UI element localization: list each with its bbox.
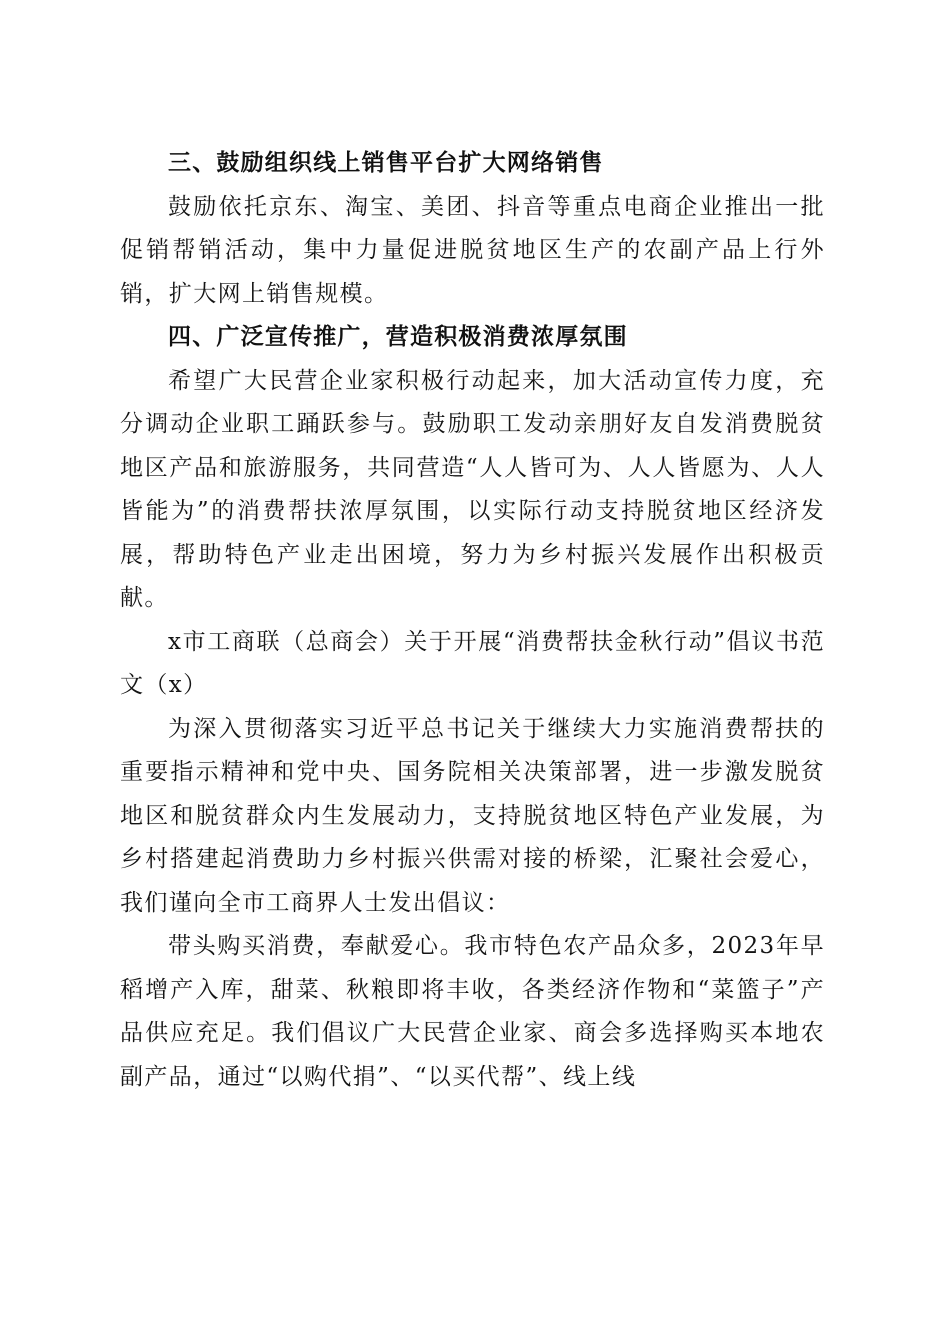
document-body <box>120 142 825 1099</box>
proposal-paragraph: 带头购买消费，奉献爱心。我市特色农产品众多，2023年早稻增产入库，甜菜、秋粮即将丰收，各类经济作物和“菜篮子”产品供应充足。我们倡议广大民营企业家、商会多选择购买本地农副产品，通过“以购代捐”、“以买代帮”、线上线 <box>120 933 825 1090</box>
section-paragraph-4: 希望广大民营企业家积极行动起来，加大活动宣传力度，充分调动企业职工踊跃参与。鼓励职工发动亲朋好友自发消费脱贫地区产品和旅游服务，共同营造“人人皆可为、人人皆愿为、人人皆能为”的消费帮扶浓厚氛围，以实际行动支持脱贫地区经济发展，帮助特色产业走出困境，努力为乡村振兴发展作出积极贡献。 <box>120 367 825 611</box>
document-title: x市工商联（总商会）关于开展“消费帮扶金秋行动”倡议书范文（x） <box>120 628 825 698</box>
section-heading-4: 四、广泛宣传推广，营造积极消费浓厚氛围 <box>168 324 628 350</box>
section-heading-3: 三、鼓励组织线上销售平台扩大网络销售 <box>168 150 604 176</box>
section-paragraph-3: 鼓励依托京东、淘宝、美团、抖音等重点电商企业推出一批促销帮销活动，集中力量促进脱贫地区生产的农副产品上行外销，扩大网上销售规模。 <box>120 193 825 307</box>
intro-paragraph: 为深入贯彻落实习近平总书记关于继续大力实施消费帮扶的重要指示精神和党中央、国务院相关决策部署，进一步激发脱贫地区和脱贫群众内生发展动力，支持脱贫地区特色产业发展，为乡村搭建起消费助力乡村振兴供需对接的桥梁，汇聚社会爱心，我们谨向全市工商界人士发出倡议： <box>120 715 825 916</box>
